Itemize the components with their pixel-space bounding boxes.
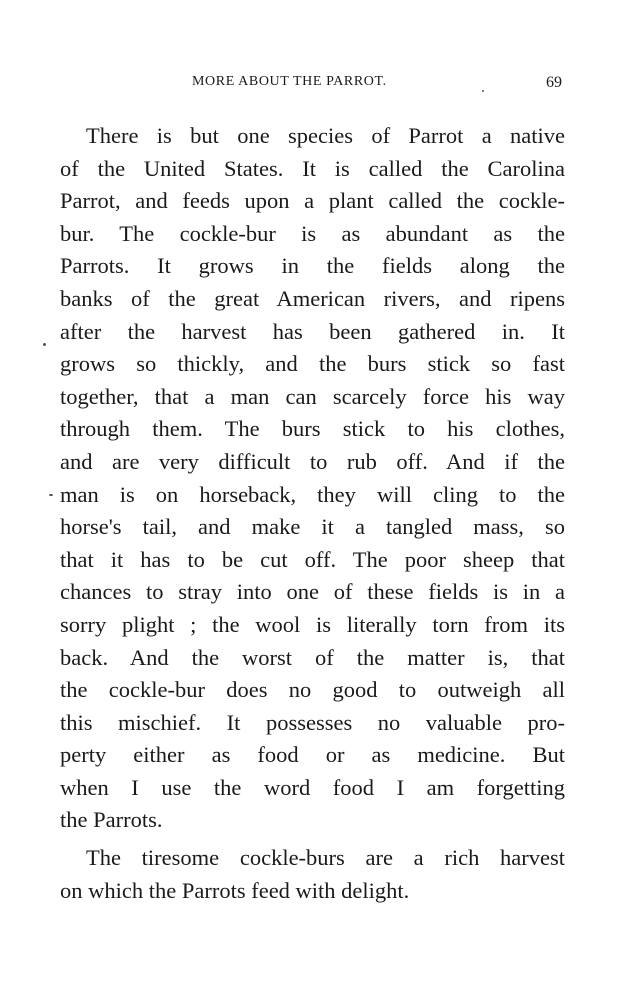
text-line: when I use the word food I am forgetting xyxy=(60,774,565,800)
text-line: grows so thickly, and the burs stick so fast xyxy=(60,351,565,377)
margin-speck xyxy=(43,343,46,346)
text-line: that it has to be cut off. The poor sheep that xyxy=(60,546,565,572)
text-line: Parrot, and feeds upon a plant called the cockle- xyxy=(60,188,565,214)
text-line: of the United States. It is called the Carolina xyxy=(60,155,565,181)
text-line: man is on horseback, they will cling to the xyxy=(60,481,565,507)
text-line: this mischief. It possesses no valuable pro- xyxy=(60,709,565,735)
text-line: after the harvest has been gathered in. It xyxy=(60,318,565,344)
text-line: the cockle-bur does no good to outweigh all xyxy=(60,677,565,703)
running-head xyxy=(0,74,641,96)
text-line: together, that a man can scarcely force his way xyxy=(60,383,565,409)
text-line: Parrots. It grows in the fields along the xyxy=(60,253,565,279)
margin-speck xyxy=(482,90,484,92)
text-line: bur. The cockle-bur is as abundant as the xyxy=(60,220,565,246)
text-line: chances to stray into one of these fields is in a xyxy=(60,579,565,605)
text-line: on which the Parrots feed with delight. xyxy=(60,877,410,903)
running-title: MORE ABOUT THE PARROT. xyxy=(192,74,387,89)
text-line: perty either as food or as medicine. But xyxy=(60,742,565,768)
page-number: 69 xyxy=(546,74,562,91)
text-line: back. And the worst of the matter is, that xyxy=(60,644,565,670)
paragraph-2 xyxy=(60,842,565,907)
text-line: the Parrots. xyxy=(60,807,163,833)
paragraph-1 xyxy=(60,120,565,837)
text-line: There is but one species of Parrot a native xyxy=(86,123,565,148)
text-line: and are very difficult to rub off. And if the xyxy=(60,448,565,474)
text-line: sorry plight ; the wool is literally torn from its xyxy=(60,611,565,637)
text-line: horse's tail, and make it a tangled mass, so xyxy=(60,514,565,540)
text-line: through them. The burs stick to his clothes, xyxy=(60,416,565,442)
body-text xyxy=(60,120,565,907)
text-line: banks of the great American rivers, and ripens xyxy=(60,285,565,311)
text-line: The tiresome cockle-burs are a rich harvest xyxy=(86,845,565,871)
margin-speck xyxy=(49,494,53,496)
